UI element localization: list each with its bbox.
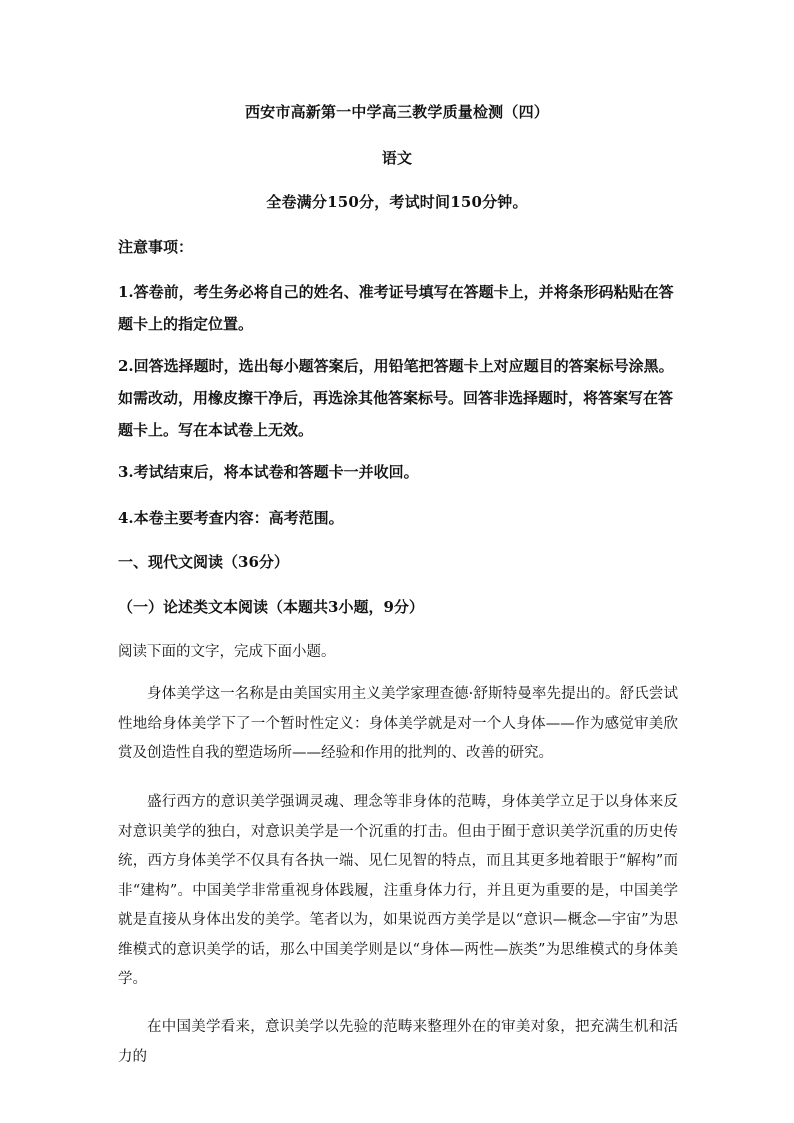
notice-item-1: 1.答卷前，考生务必将自己的姓名、准考证号填写在答题卡上，并将条形码粘贴在答题卡上的指定位置。 bbox=[118, 283, 674, 333]
notice-item-3: 3.考试结束后，将本试卷和答题卡一并收回。 bbox=[118, 463, 419, 481]
reading-instruction: 阅读下面的文字，完成下面小题。 bbox=[118, 644, 336, 660]
subject-title: 语文 bbox=[381, 149, 413, 167]
passage-paragraph-3: 在中国美学看来，意识美学以先验的范畴来整理外在的审美对象，把充满生机和活力的 bbox=[118, 1019, 678, 1065]
section-heading: 一、现代文阅读（36分） bbox=[118, 553, 289, 571]
exam-title: 西安市高新第一中学高三教学质量检测（四） bbox=[244, 103, 549, 121]
notice-heading: 注意事项： bbox=[118, 238, 194, 256]
passage-paragraph-1: 身体美学这一名称是由美国实用主义美学家理查德·舒斯特曼率先提出的。舒氏尝试性地给身体美学下了一个暂时性定义：身体美学就是对一个人身体——作为感觉审美欣赏及创造性自我的塑造场所——经验和作用的批判的、改善的研究。 bbox=[118, 686, 678, 761]
notice-item-2: 2.回答选择题时，选出每小题答案后，用铅笔把答题卡上对应题目的答案标号涂黑。如需改动，用橡皮擦干净后，再选涂其他答案标号。回答非选择题时，将答案写在答题卡上。写在本试卷上无效。 bbox=[118, 357, 674, 439]
notice-item-4: 4.本卷主要考查内容：高考范围。 bbox=[118, 509, 344, 527]
subsection-heading: （一）论述类文本阅读（本题共3小题，9分） bbox=[118, 598, 424, 616]
passage-paragraph-2: 盛行西方的意识美学强调灵魂、理念等非身体的范畴，身体美学立足于以身体来反对意识美学的独白，对意识美学是一个沉重的打击。但由于囿于意识美学沉重的历史传统，西方身体美学不仅具有各执一端、见仁见智的特点，而且其更多地着眼于“解构”而非“建构”。中国美学非常重视身体践履，注重身体力行，并且更为重要的是，中国美学就是直接从身体出发的美学。笔者以为，如果说西方美学是以“意识—概念—宇宙”为思维模式的意识美学的话，那么中国美学则是以“身体—两性—族类”为思维模式的身体美学。 bbox=[118, 794, 678, 987]
score-info: 全卷满分150分，考试时间150分钟。 bbox=[266, 193, 528, 211]
